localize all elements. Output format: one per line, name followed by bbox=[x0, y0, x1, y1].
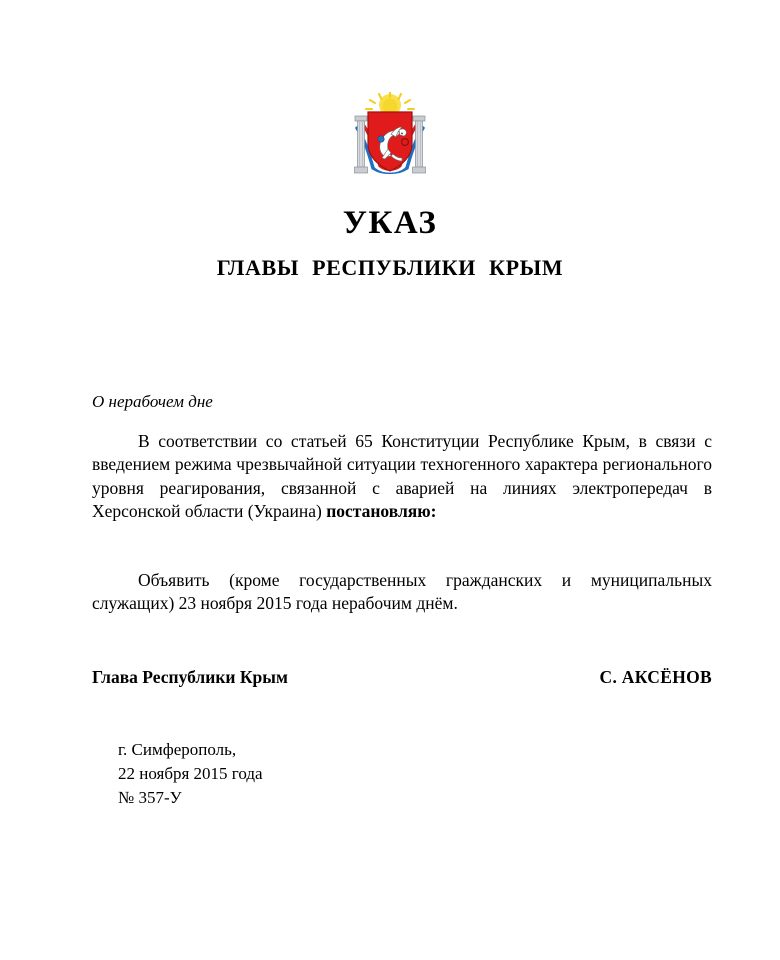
decree-keyword: постановляю: bbox=[326, 500, 437, 521]
coat-of-arms-of-crimea-icon bbox=[335, 92, 445, 178]
footer-city: г. Симферополь, bbox=[118, 740, 237, 759]
signature-block bbox=[92, 667, 712, 688]
footer-date: 22 ноября 2015 года bbox=[118, 764, 263, 784]
paragraph-preamble-text: В соответствии со статьей 65 Конституции Республике Крым, в связи с введением режима чрезвычайной ситуации техногенного характера регионального уровня реагирования, связанной с аварией на линиях электропередач в Херсонской области (Украина) bbox=[92, 431, 712, 521]
document-body bbox=[92, 430, 712, 616]
document-footer bbox=[118, 738, 263, 810]
signatory-position: Глава Республики Крым bbox=[92, 667, 288, 687]
emblem-container bbox=[0, 92, 780, 178]
paragraph-preamble bbox=[92, 430, 712, 523]
footer-number: № 357-У bbox=[118, 788, 182, 808]
page-subtitle: ГЛАВЫ РЕСПУБЛИКИ КРЫМ bbox=[216, 255, 564, 280]
paragraph-declaration: Объявить (кроме государственных гражданских и муниципальных служащих) 23 ноября 2015 года нерабочим днём. bbox=[92, 570, 712, 614]
subject-line: О нерабочем дне bbox=[92, 392, 213, 411]
page-title: УКАЗ bbox=[342, 205, 438, 241]
signatory-name: С. АКСЁНОВ bbox=[599, 667, 712, 687]
